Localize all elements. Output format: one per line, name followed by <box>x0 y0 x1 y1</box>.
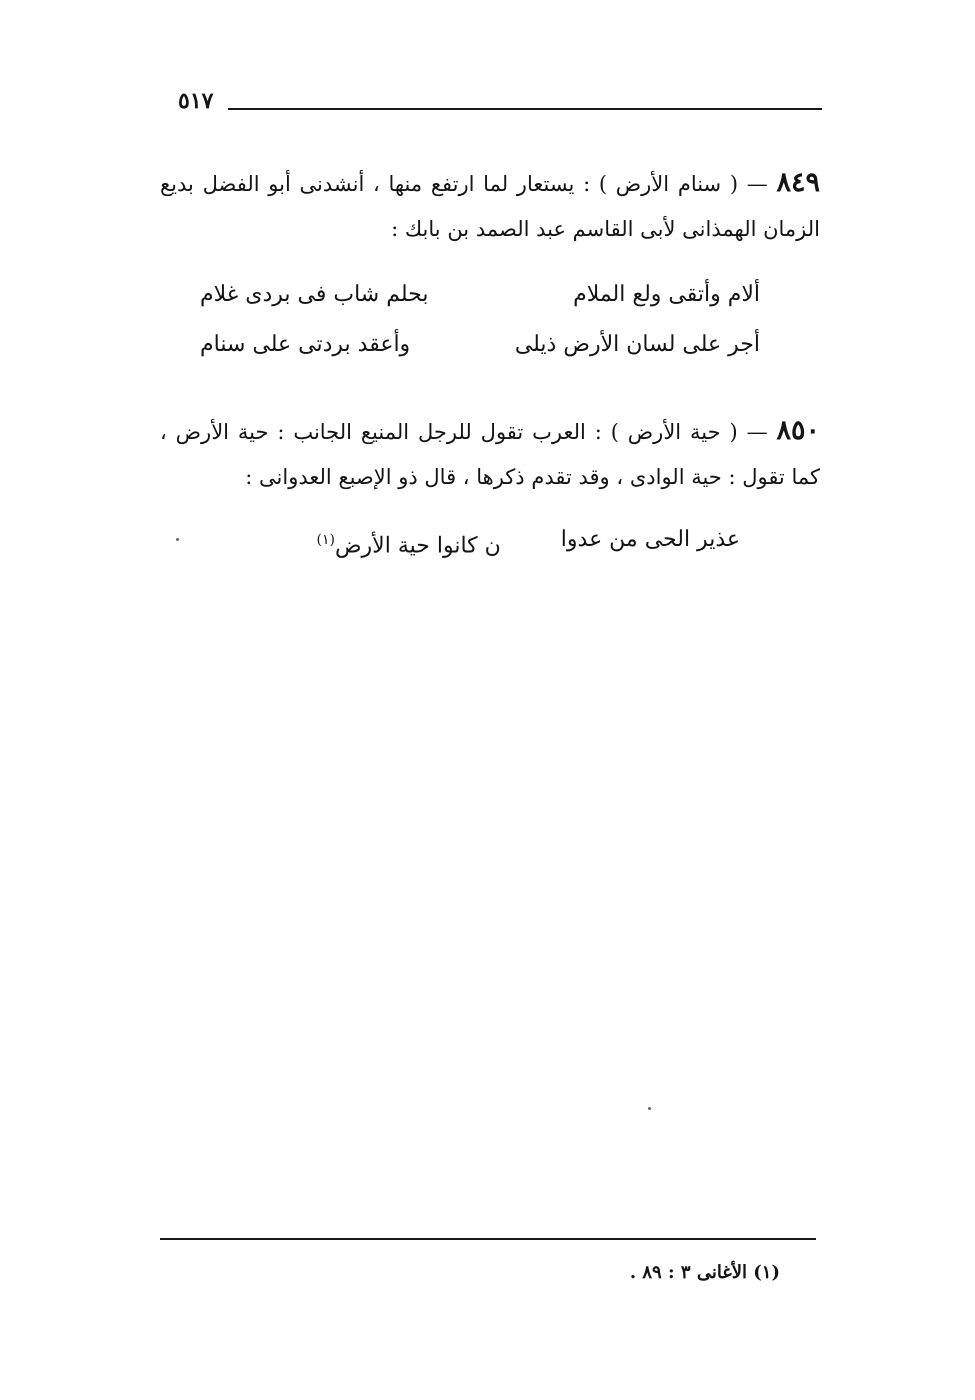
footnote-marker[interactable]: (١) <box>316 532 335 548</box>
verse-line <box>240 515 740 565</box>
entry-849 <box>160 160 820 252</box>
entry-text: — ( سنام الأرض ) : يستعار لما ارتفع منها ، أنشدنى أبو الفضل بديع الزمان الهمذانى لأبى القاسم عبد الصمد بن بابك : <box>160 172 820 241</box>
footnote-rule <box>160 1238 816 1240</box>
second-hemistich <box>316 515 500 565</box>
verse-849 <box>200 270 760 370</box>
page-number: ٥١٧ <box>178 88 214 114</box>
second-hemistich: بحلم شاب فى بردى غلام <box>200 282 429 307</box>
second-hemistich: وأعقد بردتى على سنام <box>200 332 411 357</box>
entry-number: ٨٥٠ <box>776 415 820 446</box>
first-hemistich: عذير الحى من عدوا <box>560 527 740 552</box>
first-hemistich: ألام وأتقى ولع الملام <box>573 282 760 307</box>
entry-number: ٨٤٩ <box>776 167 820 198</box>
scan-speck <box>176 538 179 541</box>
verse-line <box>200 320 760 370</box>
entry-850 <box>160 408 820 500</box>
scan-speck <box>648 1107 651 1110</box>
footnote: (١) الأغانى ٣ : ٨٩ . <box>629 1262 780 1283</box>
first-hemistich: أجر على لسان الأرض ذيلى <box>514 332 760 357</box>
second-hemistich-text: ن كانوا حية الأرض <box>334 533 501 559</box>
verse-850 <box>240 515 740 565</box>
header-rule <box>228 108 822 110</box>
entry-text: — ( حية الأرض ) : العرب تقول للرجل المنيع الجانب : حية الأرض ، كما تقول : حية الوادى ، وقد تقدم ذكرها ، قال ذو الإصبع العدوانى : <box>160 420 820 489</box>
verse-line <box>200 270 760 320</box>
